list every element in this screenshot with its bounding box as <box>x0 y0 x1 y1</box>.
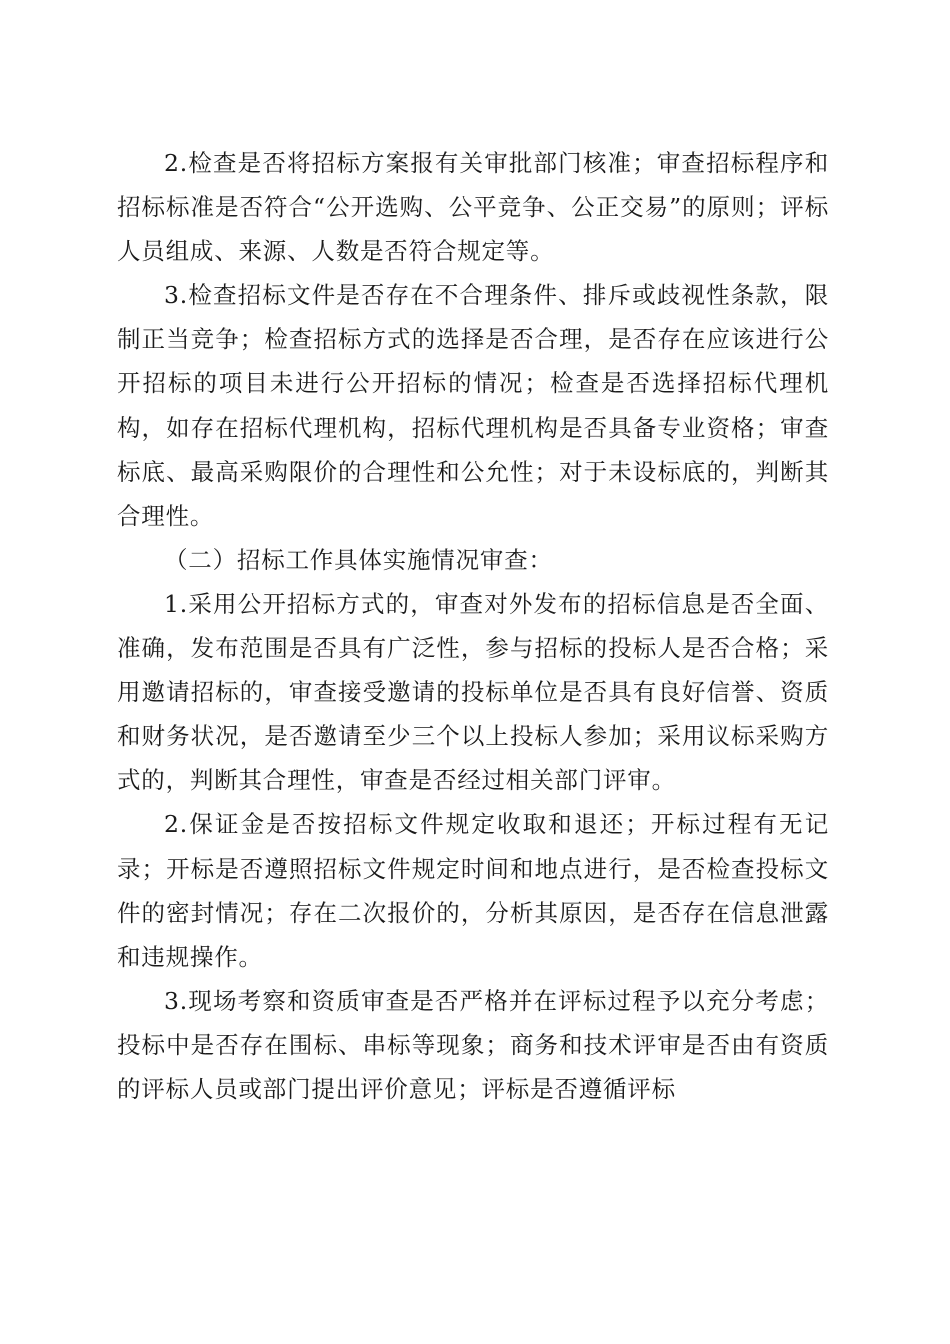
paragraph-item-3: 3.检查招标文件是否存在不合理条件、排斥或歧视性条款，限制正当竞争；检查招标方式的选择是否合理，是否存在应该进行公开招标的项目未进行公开招标的情况；检查是否选择招标代理机构，如存在招标代理机构，招标代理机构是否具备专业资格；审查标底、最高采购限价的合理性和公允性；对于未设标底的，判断其合理性。 <box>117 281 829 530</box>
document-page <box>117 141 829 1111</box>
section-paragraph-3: 3.现场考察和资质审查是否严格并在评标过程予以充分考虑；投标中是否存在围标、串标等现象；商务和技术评审是否由有资质的评标人员或部门提出评价意见；评标是否遵循评标 <box>117 986 829 1103</box>
section-heading: （二）招标工作具体实施情况审查： <box>164 545 553 574</box>
paragraph-item-2: 2.检查是否将招标方案报有关审批部门核准；审查招标程序和招标标准是否符合“公开选购、公平竞争、公正交易”的原则；评标人员组成、来源、人数是否符合规定等。 <box>117 149 829 266</box>
section-paragraph-1: 1.采用公开招标方式的，审查对外发布的招标信息是否全面、准确，发布范围是否具有广泛性，参与招标的投标人是否合格；采用邀请招标的，审查接受邀请的投标单位是否具有良好信誉、资质和财务状况，是否邀请至少三个以上投标人参加；采用议标采购方式的，判断其合理性，审查是否经过相关部门评审。 <box>117 589 829 795</box>
section-paragraph-2: 2.保证金是否按招标文件规定收取和退还；开标过程有无记录；开标是否遵照招标文件规定时间和地点进行，是否检查投标文件的密封情况；存在二次报价的，分析其原因，是否存在信息泄露和违规操作。 <box>117 810 829 971</box>
